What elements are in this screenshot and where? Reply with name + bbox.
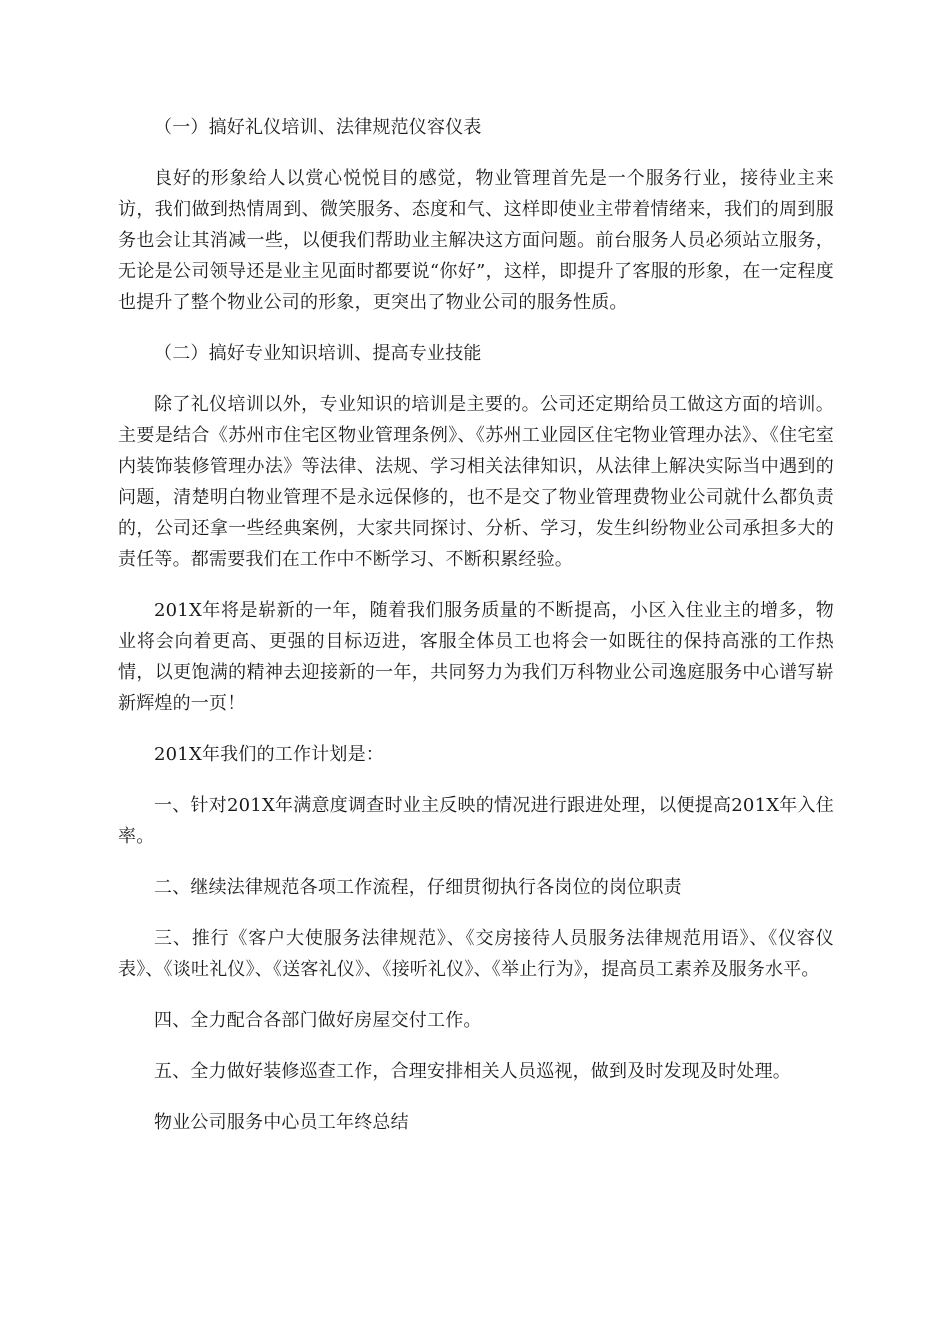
closing-title: 物业公司服务中心员工年终总结 bbox=[154, 1112, 409, 1133]
paragraph-professional-training: 除了礼仪培训以外，专业知识的培训是主要的。公司还定期给员工做这方面的培训。主要是结合《苏州市住宅区物业管理条例》、《苏州工业园区住宅物业管理办法》、《住宅室内装饰装修管理办法》等法律、法规、学习相关法律知识，从法律上解决实际当中遇到的问题，清楚明白物业管理不是永远保修的，也不是交了物业管理费物业公司就什么都负责的，公司还拿一些经典案例，大家共同探讨、分析、学习，发生纠纷物业公司承担多大的责任等。都需要我们在工作中不断学习、不断积累经验。 bbox=[118, 394, 834, 570]
paragraph-plan-intro: 201X年我们的工作计划是： bbox=[154, 744, 384, 765]
paragraph-image-service: 良好的形象给人以赏心悦悦目的感觉，物业管理首先是一个服务行业，接待业主来访，我们做到热情周到、微笑服务、态度和气、这样即使业主带着情绪来，我们的周到服务也会让其消减一些，以便我们帮助业主解决这方面问题。前台服务人员必须站立服务，无论是公司领导还是业主见面时都要说“你好”，这样，即提升了客服的形象，在一定程度也提升了整个物业公司的形象，更突出了物业公司的服务性质。 bbox=[118, 168, 834, 313]
plan-item-4: 四、全力配合各部门做好房屋交付工作。 bbox=[154, 1010, 482, 1031]
section-heading-etiquette: （一）搞好礼仪培训、法律规范仪容仪表 bbox=[154, 117, 482, 138]
paragraph-new-year: 201X年将是崭新的一年，随着我们服务质量的不断提高，小区入住业主的增多，物业将会向着更高、更强的目标迈进，客服全体员工也将会一如既往的保持高涨的工作热情，以更饱满的精神去迎接新的一年，共同努力为我们万科物业公司逸庭服务中心谱写崭新辉煌的一页！ bbox=[118, 600, 834, 714]
section-heading-professional: （二）搞好专业知识培训、提高专业技能 bbox=[154, 343, 482, 364]
document-page bbox=[118, 112, 834, 1158]
plan-item-2: 二、继续法律规范各项工作流程，仔细贯彻执行各岗位的岗位职责 bbox=[154, 877, 682, 898]
plan-item-1: 一、针对201X年满意度调查时业主反映的情况进行跟进处理，以便提高201X年入住率。 bbox=[118, 795, 834, 847]
plan-item-5: 五、全力做好装修巡查工作，合理安排相关人员巡视，做到及时发现及时处理。 bbox=[154, 1061, 791, 1082]
plan-item-3: 三、推行《客户大使服务法律规范》、《交房接待人员服务法律规范用语》、《仪容仪表》、《谈吐礼仪》、《送客礼仪》、《接听礼仪》、《举止行为》，提高员工素养及服务水平。 bbox=[118, 928, 834, 980]
